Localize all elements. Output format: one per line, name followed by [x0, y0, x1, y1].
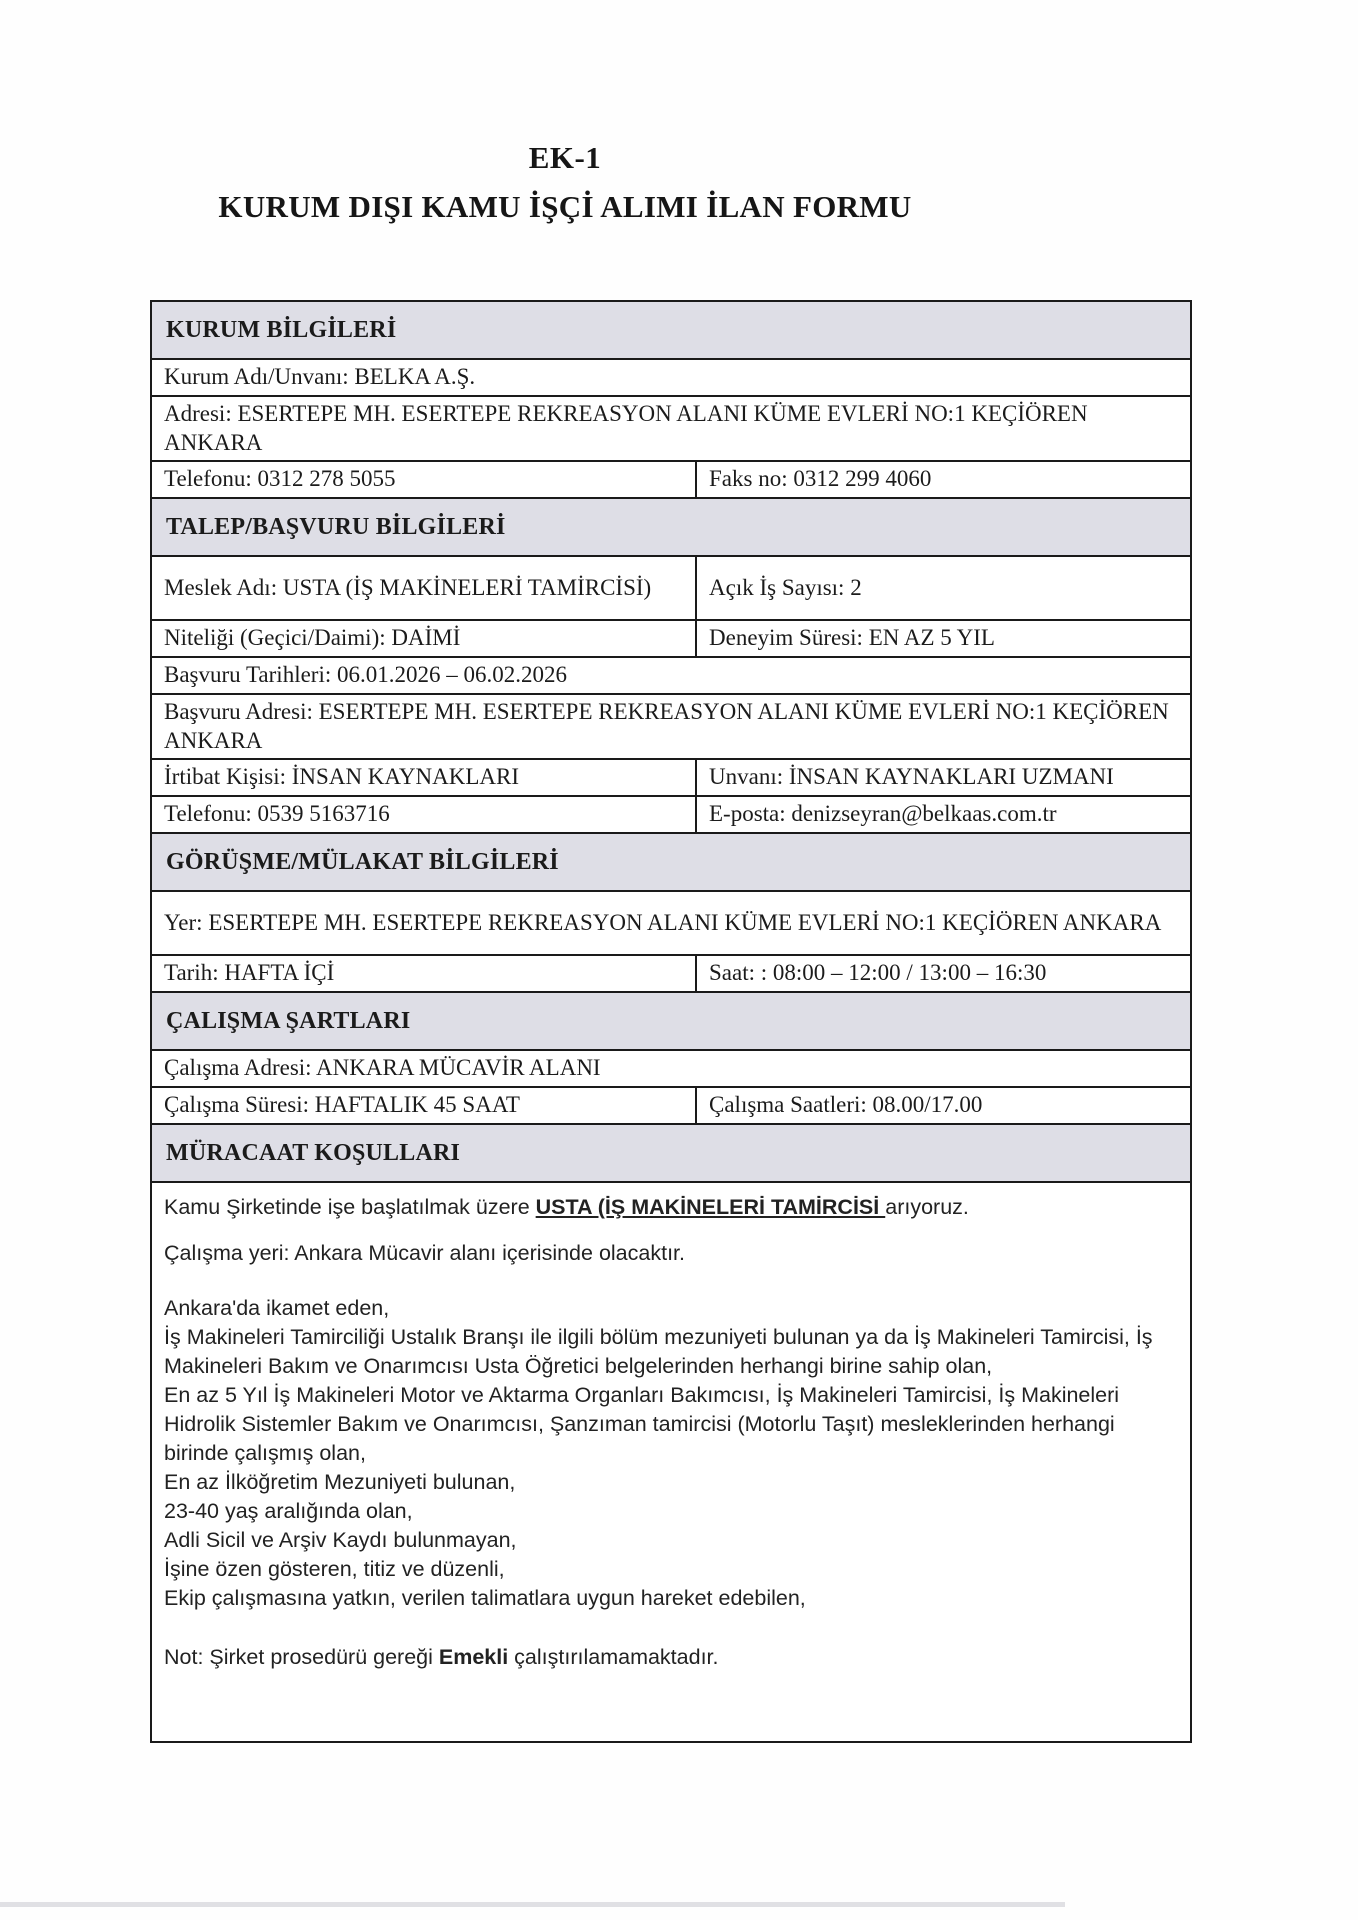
section-header-muracaat-kosullari: MÜRACAAT KOŞULLARI: [152, 1125, 1190, 1183]
requirement-line: 23-40 yaş aralığında olan,: [164, 1499, 413, 1524]
requirement-line: En az İlköğretim Mezuniyeti bulunan,: [164, 1470, 516, 1495]
row-telefon-faks: [152, 462, 1190, 499]
field-calisma-suresi: Çalışma Süresi: HAFTALIK 45 SAAT: [152, 1088, 697, 1123]
field-kurum-adi: Kurum Adı/Unvanı: BELKA A.Ş.: [164, 364, 476, 390]
field-unvani: Unvanı: İNSAN KAYNAKLARI UZMANI: [709, 764, 1114, 790]
intro-suffix: arıyoruz.: [885, 1195, 969, 1220]
form-table: [150, 300, 1192, 1743]
field-calisma-saatleri: Çalışma Saatleri: 08.00/17.00: [709, 1092, 983, 1118]
document-title-block: [0, 140, 1130, 225]
row-yer: [152, 892, 1190, 956]
field-basvuru-tarihleri: Başvuru Tarihleri: 06.01.2026 – 06.02.2026: [164, 662, 567, 688]
section-header-talep-basvuru: TALEP/BAŞVURU BİLGİLERİ: [152, 499, 1190, 557]
intro-paragraph: [164, 1193, 1178, 1222]
field-tarih: Tarih: HAFTA İÇİ: [152, 956, 697, 991]
field-faks-no: Faks no: 0312 299 4060: [709, 466, 932, 492]
field-meslek-adi: Meslek Adı: USTA (İŞ MAKİNELERİ TAMİRCİSİ): [152, 557, 697, 619]
field-yer: Yer: ESERTEPE MH. ESERTEPE REKREASYON ALANI KÜME EVLERİ NO:1 KEÇİÖREN ANKARA: [164, 909, 1162, 935]
field-basvuru-adresi: Başvuru Adresi: ESERTEPE MH. ESERTEPE REKREASYON ALANI KÜME EVLERİ NO:1 KEÇİÖREN ANKARA: [164, 699, 1169, 753]
section-header-kurum-bilgileri: KURUM BİLGİLERİ: [152, 302, 1190, 360]
scan-artifact-line: [0, 1902, 1065, 1907]
row-niteligi-deneyim: [152, 621, 1190, 658]
field-eposta: E-posta: denizseyran@belkaas.com.tr: [709, 801, 1057, 827]
row-basvuru-tarihleri: [152, 658, 1190, 695]
requirement-line: Ankara'da ikamet eden,: [164, 1296, 390, 1321]
field-saat: Saat: : 08:00 – 12:00 / 13:00 – 16:30: [709, 960, 1047, 986]
requirement-line: Ekip çalışmasına yatkın, verilen talimatlara uygun hareket edebilen,: [164, 1586, 806, 1611]
row-calisma-adresi: [152, 1051, 1190, 1088]
requirement-line: Adli Sicil ve Arşiv Kaydı bulunmayan,: [164, 1528, 517, 1553]
note-emekli-bold: Emekli: [438, 1645, 509, 1670]
row-basvuru-adresi: [152, 695, 1190, 760]
requirement-line: En az 5 Yıl İş Makineleri Motor ve Aktarma Organları Bakımcısı, İş Makineleri Tamircisi, İş Makineleri Hidrolik Sistemler Bakım ve Onarımcısı, Şanzıman tamircisi (Motorlu Taşıt) mesleklerinden herhangi birinde çalışmış olan,: [164, 1383, 1120, 1466]
field-telefonu: Telefonu: 0312 278 5055: [152, 462, 697, 497]
requirement-line: İşine özen gösteren, titiz ve düzenli,: [164, 1557, 505, 1582]
row-muracaat-body: [152, 1183, 1190, 1741]
calisma-yeri-paragraph: Çalışma yeri: Ankara Mücavir alanı içerisinde olacaktır.: [164, 1241, 685, 1266]
field-adresi: Adresi: ESERTEPE MH. ESERTEPE REKREASYON ALANI KÜME EVLERİ NO:1 KEÇİÖREN ANKARA: [164, 401, 1088, 455]
row-kurum-adi: [152, 360, 1190, 397]
intro-prefix: Kamu Şirketinde işe başlatılmak üzere: [164, 1195, 536, 1220]
requirement-line: İş Makineleri Tamirciliği Ustalık Branşı ile ilgili bölüm mezuniyeti bulunan ya da İş Makineleri Tamircisi, İş Makineleri Bakım ve Onarımcısı Usta Öğretici belgelerinden herhangi birine sahip olan,: [164, 1325, 1153, 1379]
section-header-calisma-sartlari: ÇALIŞMA ŞARTLARI: [152, 993, 1190, 1051]
row-calisma-suresi-saatleri: [152, 1088, 1190, 1125]
row-irtibat-unvani: [152, 760, 1190, 797]
field-deneyim-suresi: Deneyim Süresi: EN AZ 5 YIL: [709, 625, 995, 651]
field-telefonu-2: Telefonu: 0539 5163716: [152, 797, 697, 832]
row-telefon-eposta: [152, 797, 1190, 834]
note-suffix: çalıştırılamamaktadır.: [508, 1645, 719, 1670]
intro-job-title-bold: USTA (İŞ MAKİNELERİ TAMİRCİSİ: [535, 1195, 886, 1220]
row-tarih-saat: [152, 956, 1190, 993]
row-meslek-acikis: [152, 557, 1190, 621]
field-calisma-adresi: Çalışma Adresi: ANKARA MÜCAVİR ALANI: [164, 1055, 601, 1081]
note-prefix: Not: Şirket prosedürü gereği: [164, 1645, 439, 1670]
field-niteligi: Niteliği (Geçici/Daimi): DAİMİ: [152, 621, 697, 656]
note-paragraph: [164, 1643, 1178, 1672]
title-form-name: KURUM DIŞI KAMU İŞÇİ ALIMI İLAN FORMU: [218, 189, 912, 224]
muracaat-body-text: [152, 1183, 1190, 1741]
field-acik-is-sayisi: Açık İş Sayısı: 2: [709, 574, 862, 600]
title-ek1: EK-1: [528, 140, 602, 175]
field-irtibat-kisisi: İrtibat Kişisi: İNSAN KAYNAKLARI: [152, 760, 697, 795]
row-adresi: [152, 397, 1190, 462]
section-header-gorusme-mulakat: GÖRÜŞME/MÜLAKAT BİLGİLERİ: [152, 834, 1190, 892]
